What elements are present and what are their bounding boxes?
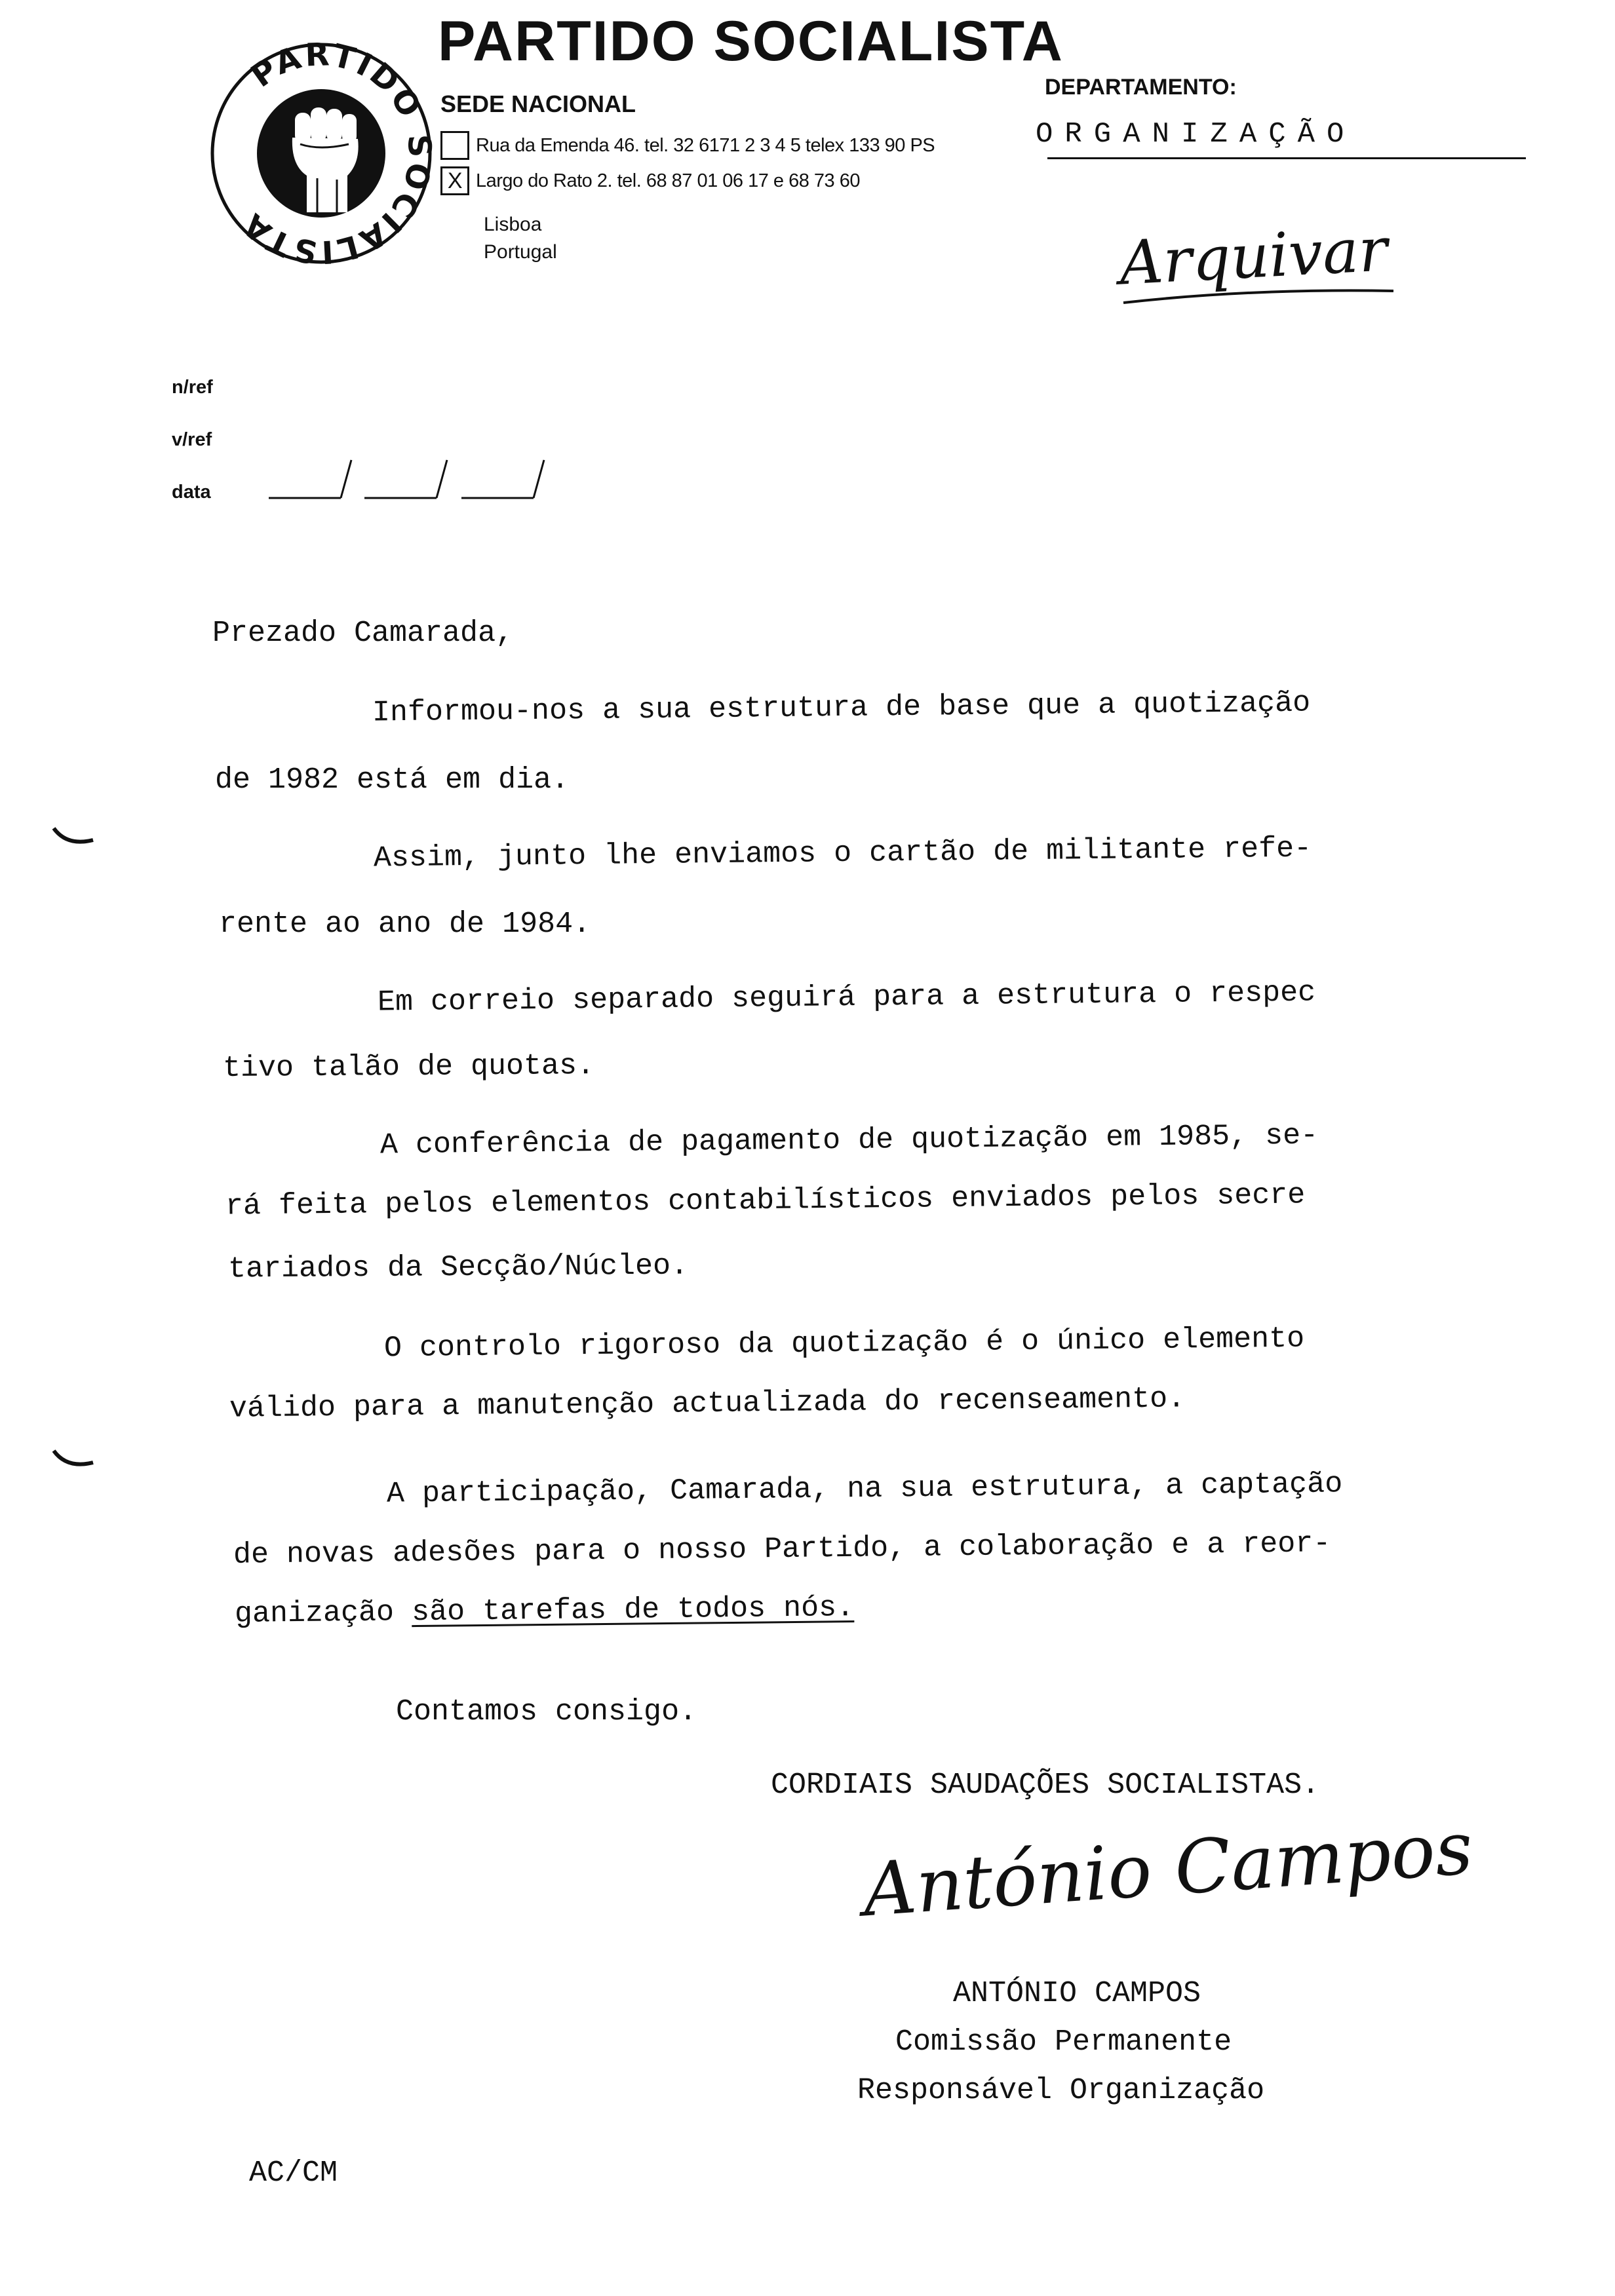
body-line: válido para a manutenção actualizada do recenseamento. — [229, 1382, 1186, 1426]
body-line-final — [235, 1593, 855, 1629]
logo-ring-text: PARTIDO OCIALISTA — [234, 41, 434, 266]
body-line: A conferência de pagamento de quotização em 1985, se- — [379, 1119, 1319, 1162]
handwritten-note-underline — [1121, 287, 1396, 307]
party-logo — [208, 41, 434, 266]
party-name: PARTIDO SOCIALISTA — [438, 10, 1064, 73]
salutation: Prezado Camarada, — [212, 617, 514, 650]
city: Lisboa — [484, 214, 542, 235]
address-checkbox-rato: X — [440, 166, 469, 195]
closing-line: Contamos consigo. — [396, 1695, 697, 1729]
vref-label: v/ref — [172, 429, 212, 450]
body-line: Informou-nos a sua estrutura de base que a quotização — [372, 686, 1311, 730]
body-line: rente ao ano de 1984. — [219, 908, 591, 941]
body-line: O controlo rigoroso da quotização é o único elemento — [383, 1322, 1305, 1366]
underlined-phrase: são tarefas de todos nós. — [411, 1591, 855, 1630]
department-underline — [1047, 157, 1526, 159]
sede-label: SEDE NACIONAL — [440, 90, 636, 117]
signatory-name: ANTÓNIO CAMPOS — [953, 1977, 1201, 2010]
body-line: ganização — [234, 1596, 395, 1631]
department-label: DEPARTAMENTO: — [1045, 75, 1237, 100]
body-line: tivo talão de quotas. — [222, 1049, 595, 1085]
address-emenda: Rua da Emenda 46. tel. 32 6171 2 3 4 5 telex 133 90 PS — [476, 134, 935, 156]
body-line: A participação, Camarada, na sua estrutura, a captação — [386, 1467, 1343, 1511]
department-value: ORGANIZAÇÃO — [1036, 118, 1356, 151]
date-blank-lines — [269, 452, 557, 505]
address-checkbox-emenda — [440, 131, 469, 160]
nref-label: n/ref — [172, 377, 213, 398]
body-line: Assim, junto lhe enviamos o cartão de militante refe- — [373, 832, 1312, 875]
address-row-emenda — [440, 130, 935, 161]
signatory-role: Comissão Permanente — [895, 2025, 1232, 2059]
margin-mark — [51, 824, 97, 851]
body-line: Em correio separado seguirá para a estrutura o respec — [377, 976, 1316, 1020]
fist-emblem-icon — [208, 41, 434, 266]
margin-mark — [51, 1447, 97, 1473]
signatory-department: Responsável Organização — [857, 2074, 1265, 2107]
body-line: tariados da Secção/Núcleo. — [227, 1249, 689, 1286]
body-line: de 1982 está em dia. — [215, 763, 570, 797]
country: Portugal — [484, 241, 557, 263]
address-rato: Largo do Rato 2. tel. 68 87 01 06 17 e 68 73 60 — [476, 170, 860, 191]
closing-greeting: CORDIAIS SAUDAÇÕES SOCIALISTAS. — [771, 1769, 1320, 1802]
handwritten-note-arquivar: Arquivar — [1118, 214, 1390, 299]
handwritten-signature: António Campos — [860, 1805, 1476, 1934]
data-label: data — [172, 482, 211, 503]
body-line: de novas adesões para o nosso Partido, a colaboração e a reor- — [233, 1527, 1331, 1572]
address-row-rato — [440, 165, 860, 197]
typist-initials: AC/CM — [249, 2156, 338, 2190]
body-line: rá feita pelos elementos contabilísticos enviados pelos secre — [225, 1178, 1306, 1223]
